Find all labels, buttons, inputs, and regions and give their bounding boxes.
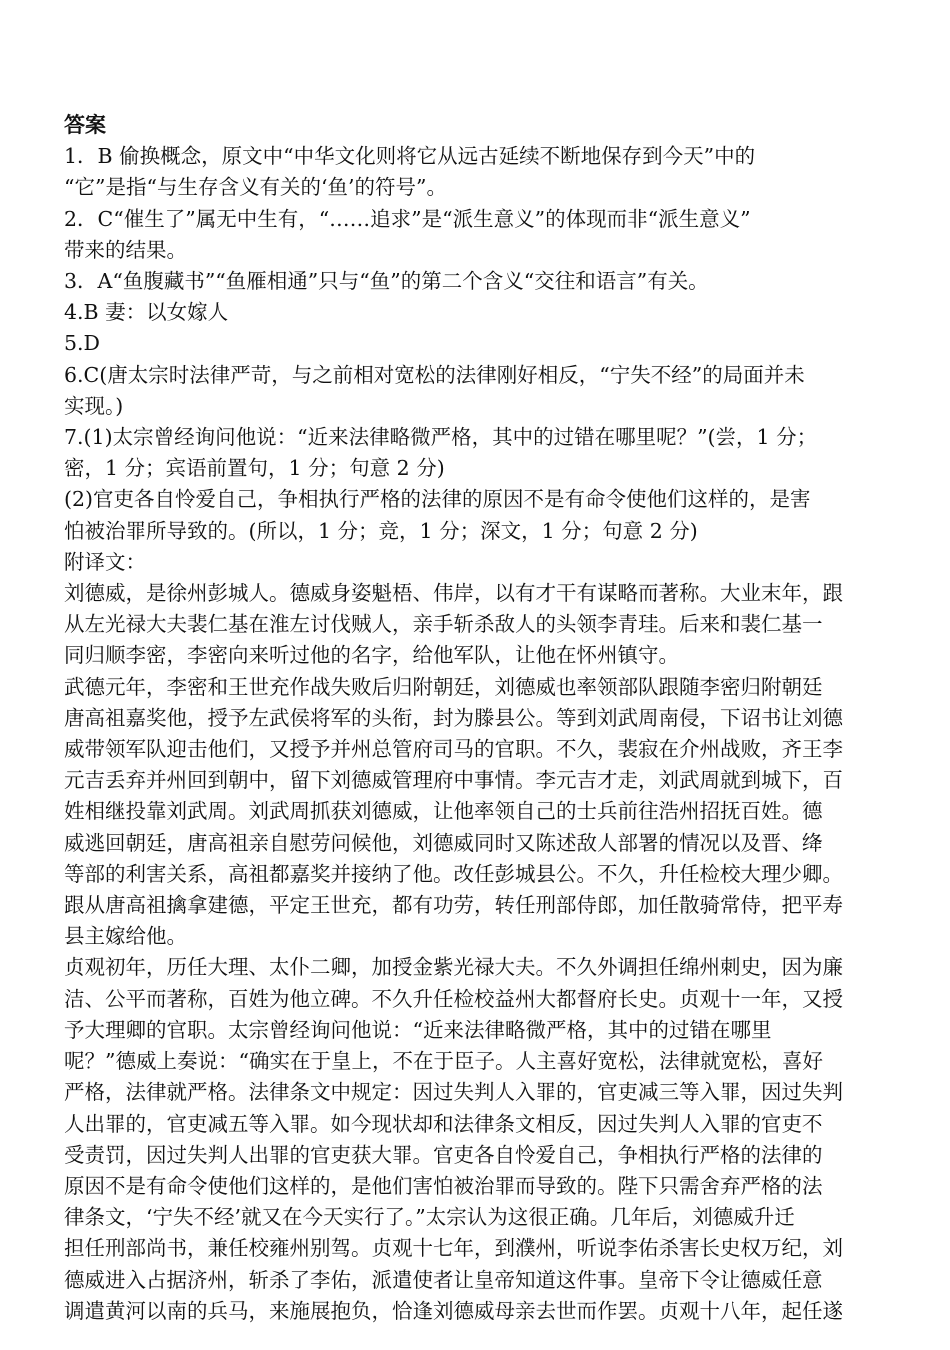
text-line: 担任刑部尚书，兼任校雍州别驾。贞观十七年，到濮州，听说李佑杀害长史权万纪，刘 — [64, 1236, 843, 1261]
text-line: 4.B 妻：以女嫁人 — [64, 300, 229, 325]
text-line: 6.C(唐太宗时法律严苛，与之前相对宽松的法律刚好相反，“宁失不经”的局面并未 — [64, 362, 805, 387]
text-line: 怕被治罪所导致的。(所以，1 分；竞，1 分；深文，1 分；句意 2 分) — [64, 518, 698, 543]
text-line: 予大理卿的官职。太宗曾经询问他说：“近来法律略微严格，其中的过错在哪里 — [64, 1017, 772, 1042]
text-line: 刘德威，是徐州彭城人。德威身姿魁梧、伟岸，以有才干有谋略而著称。大业末年，跟 — [64, 581, 843, 606]
text-line: 律条文，‘宁失不经’就又在今天实行了。”太宗认为这很正确。几年后，刘德威升迁 — [64, 1205, 795, 1230]
text-line: 1．B 偷换概念，原文中“中华文化则将它从远古延续不断地保存到今天”中的 — [64, 144, 756, 169]
text-line: 人出罪的，官吏减五等入罪。如今现状却和法律条文相反，因过失判人入罪的官吏不 — [64, 1111, 823, 1136]
text-line: 武德元年，李密和王世充作战失败后归附朝廷，刘德威也率领部队跟随李密归附朝廷 — [64, 674, 823, 699]
text-line: 原因不是有命令使他们这样的，是他们害怕被治罪而导致的。陛下只需舍弃严格的法 — [64, 1173, 823, 1198]
text-line: “它”是指“与生存含义有关的‘鱼’的符号”。 — [64, 175, 447, 200]
text-line: 实现。) — [64, 393, 124, 418]
text-line: 调遣黄河以南的兵马，来施展抱负，恰逢刘德威母亲去世而作罢。贞观十八年，起任遂 — [64, 1298, 843, 1323]
text-line: 贞观初年，历任大理、太仆二卿，加授金紫光禄大夫。不久外调担任绵州刺史，因为廉 — [64, 955, 843, 980]
text-line: 2．C“催生了”属无中生有，“……追求”是“派生意义”的体现而非“派生意义” — [64, 206, 751, 231]
text-line: 密，1 分；宾语前置句，1 分；句意 2 分) — [64, 456, 445, 481]
text-line: 7.(1)太宗曾经询问他说：“近来法律略微严格，其中的过错在哪里呢？”(尝，1 分； — [64, 425, 818, 450]
text-line: 洁、公平而著称，百姓为他立碑。不久升任检校益州大都督府长史。贞观十一年，又授 — [64, 986, 843, 1011]
text-line: 受责罚，因过失判人出罪的官吏获大罪。官吏各自怜爱自己，争相执行严格的法律的 — [64, 1142, 823, 1167]
text-line: 威带领军队迎击他们，又授予并州总管府司马的官职。不久，裴寂在介州战败，齐王李 — [64, 737, 843, 762]
text-line: 县主嫁给他。 — [64, 924, 187, 949]
answer-body — [64, 141, 906, 1327]
text-line: 呢？”德威上奏说：“确实在于皇上，不在于臣子。人主喜好宽松，法律就宽松，喜好 — [64, 1049, 823, 1074]
text-line: 姓相继投靠刘武周。刘武周抓获刘德威，让他率领自己的士兵前往浩州招抚百姓。德 — [64, 799, 823, 824]
text-line: 元吉丢弃并州回到朝中，留下刘德威管理府中事情。李元吉才走，刘武周就到城下，百 — [64, 768, 843, 793]
text-line: 跟从唐高祖擒拿建德，平定王世充，都有功劳，转任刑部侍郎，加任散骑常侍，把平寿 — [64, 893, 843, 918]
text-line: 唐高祖嘉奖他，授予左武侯将军的头衔，封为滕县公。等到刘武周南侵，下诏书让刘德 — [64, 705, 843, 730]
text-line: 威逃回朝廷，唐高祖亲自慰劳问候他，刘德威同时又陈述敌人部署的情况以及晋、绛 — [64, 830, 823, 855]
text-line: 严格，法律就严格。法律条文中规定：因过失判人入罪的，官吏减三等入罪，因过失判 — [64, 1080, 843, 1105]
text-line: 5.D — [64, 331, 100, 356]
text-line: 带来的结果。 — [64, 237, 187, 262]
text-line: 等部的利害关系，高祖都嘉奖并接纳了他。改任彭城县公。不久，升任检校大理少卿。 — [64, 861, 843, 886]
text-line: 同归顺李密，李密向来听过他的名字，给他军队，让他在怀州镇守。 — [64, 643, 679, 668]
text-line: (2)官吏各自怜爱自己，争相执行严格的法律的原因不是有命令使他们这样的，是害 — [64, 487, 811, 512]
text-line: 德威进入占据济州，斩杀了李佑，派遣使者让皇帝知道这件事。皇帝下令让德威任意 — [64, 1267, 823, 1292]
text-line: 附译文： — [64, 549, 146, 574]
text-line: 从左光禄大夫裴仁基在淮左讨伐贼人，亲手斩杀敌人的头领李青珪。后来和裴仁基一 — [64, 612, 823, 637]
answer-heading: 答案 — [64, 113, 106, 137]
text-line: 3．A“鱼腹藏书”“鱼雁相通”只与“鱼”的第二个含义“交往和语言”有关。 — [64, 269, 709, 294]
